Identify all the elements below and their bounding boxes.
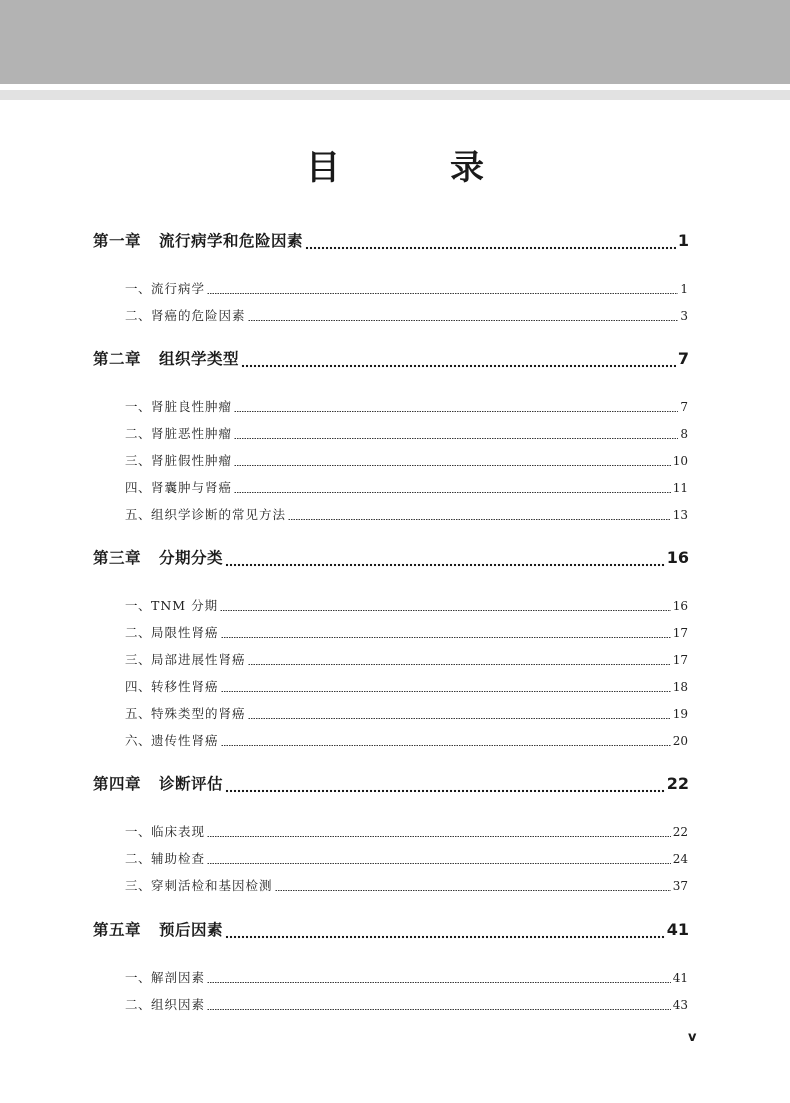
chapter-label: 第二章 [93, 350, 142, 368]
dot-leader [248, 305, 679, 327]
dot-leader [207, 967, 671, 989]
section-page-number: 11 [672, 481, 688, 495]
chapter-title: 预后因素 [159, 921, 224, 939]
dot-leader [221, 676, 671, 698]
section-page-number: 37 [672, 879, 688, 893]
section-page-number: 19 [672, 707, 688, 721]
dot-leader [234, 423, 678, 445]
section-title: 组织因素 [151, 997, 206, 1012]
dot-leader [207, 848, 671, 870]
dot-leader [225, 772, 665, 796]
section-entry [125, 649, 688, 671]
section-number: 一、 [125, 281, 152, 296]
chapter-page-number: 22 [666, 774, 689, 793]
section-title: TNM 分期 [151, 598, 219, 613]
section-title: 组织学诊断的常见方法 [151, 507, 287, 522]
section-number: 五、 [125, 706, 152, 721]
chapter-page-number: 41 [666, 920, 689, 939]
section-number: 二、 [125, 625, 152, 640]
section-title: 肾脏良性肿瘤 [151, 399, 233, 414]
section-number: 一、 [125, 598, 152, 613]
dot-leader [225, 546, 665, 570]
dot-leader [234, 396, 678, 418]
chapter-page-number: 1 [677, 231, 689, 250]
dot-leader [248, 649, 671, 671]
section-number: 二、 [125, 426, 152, 441]
section-title: 特殊类型的肾癌 [151, 706, 246, 721]
section-page-number: 20 [672, 734, 688, 748]
chapter-entry [93, 546, 689, 570]
section-number: 三、 [125, 878, 152, 893]
chapter-page-number: 16 [666, 548, 689, 567]
section-title: 局限性肾癌 [151, 625, 219, 640]
dot-leader [241, 347, 676, 371]
chapter-label: 第五章 [93, 921, 142, 939]
section-page-number: 41 [672, 971, 688, 985]
chapter-entry [93, 772, 689, 796]
dot-leader [234, 477, 671, 499]
dot-leader [207, 994, 671, 1016]
dot-leader [220, 595, 671, 617]
section-page-number: 16 [672, 599, 688, 613]
dot-leader [305, 229, 676, 253]
section-entry [125, 595, 688, 617]
section-page-number: 43 [672, 998, 688, 1012]
section-title: 肾脏假性肿瘤 [151, 453, 233, 468]
chapter-title: 组织学类型 [159, 350, 240, 368]
footer-page-number: v [688, 1030, 697, 1045]
chapter-title: 分期分类 [159, 549, 224, 567]
section-page-number: 8 [680, 427, 688, 441]
section-entry [125, 848, 688, 870]
section-number: 六、 [125, 733, 152, 748]
section-entry [125, 504, 688, 526]
dot-leader [288, 504, 671, 526]
section-title: 流行病学 [151, 281, 206, 296]
section-page-number: 3 [680, 309, 688, 323]
section-title: 肾癌的危险因素 [151, 308, 246, 323]
chapter-title: 诊断评估 [159, 775, 224, 793]
chapter-page-number: 7 [677, 349, 689, 368]
section-number: 五、 [125, 507, 152, 522]
chapter-label: 第四章 [93, 775, 142, 793]
chapter-label: 第三章 [93, 549, 142, 567]
dot-leader [225, 918, 665, 942]
section-entry [125, 703, 688, 725]
page-title: 目 录 [306, 148, 522, 188]
section-number: 三、 [125, 652, 152, 667]
section-number: 二、 [125, 308, 152, 323]
chapter-entry [93, 918, 689, 942]
section-number: 四、 [125, 679, 152, 694]
section-entry [125, 875, 688, 897]
section-number: 二、 [125, 997, 152, 1012]
section-entry [125, 396, 688, 418]
section-entry [125, 450, 688, 472]
dot-leader [207, 278, 678, 300]
chapter-entry [93, 229, 689, 253]
section-number: 二、 [125, 851, 152, 866]
section-number: 四、 [125, 480, 152, 495]
chapter-label: 第一章 [93, 232, 142, 250]
section-page-number: 17 [672, 626, 688, 640]
section-number: 三、 [125, 453, 152, 468]
section-entry [125, 730, 688, 752]
section-page-number: 1 [680, 282, 688, 296]
dot-leader [221, 730, 671, 752]
section-title: 遗传性肾癌 [151, 733, 219, 748]
section-page-number: 17 [672, 653, 688, 667]
section-title: 临床表现 [151, 824, 206, 839]
section-entry [125, 305, 688, 327]
chapter-title: 流行病学和危险因素 [159, 232, 304, 250]
section-page-number: 18 [672, 680, 688, 694]
section-entry [125, 994, 688, 1016]
section-entry [125, 423, 688, 445]
section-entry [125, 967, 688, 989]
section-page-number: 13 [672, 508, 688, 522]
section-page-number: 22 [672, 825, 688, 839]
section-title: 局部进展性肾癌 [151, 652, 246, 667]
section-page-number: 10 [672, 454, 688, 468]
dot-leader [275, 875, 671, 897]
dot-leader [234, 450, 671, 472]
dot-leader [248, 703, 671, 725]
section-page-number: 7 [680, 400, 688, 414]
section-page-number: 24 [672, 852, 688, 866]
section-number: 一、 [125, 824, 152, 839]
section-number: 一、 [125, 399, 152, 414]
section-entry [125, 622, 688, 644]
section-title: 解剖因素 [151, 970, 206, 985]
section-entry [125, 676, 688, 698]
section-title: 肾囊肿与肾癌 [151, 480, 233, 495]
dot-leader [221, 622, 671, 644]
section-title: 肾脏恶性肿瘤 [151, 426, 233, 441]
section-number: 一、 [125, 970, 152, 985]
dot-leader [207, 821, 671, 843]
section-title: 转移性肾癌 [151, 679, 219, 694]
chapter-entry [93, 347, 689, 371]
section-entry [125, 821, 688, 843]
section-entry [125, 278, 688, 300]
section-title: 穿刺活检和基因检测 [151, 878, 273, 893]
section-entry [125, 477, 688, 499]
section-title: 辅助检查 [151, 851, 206, 866]
